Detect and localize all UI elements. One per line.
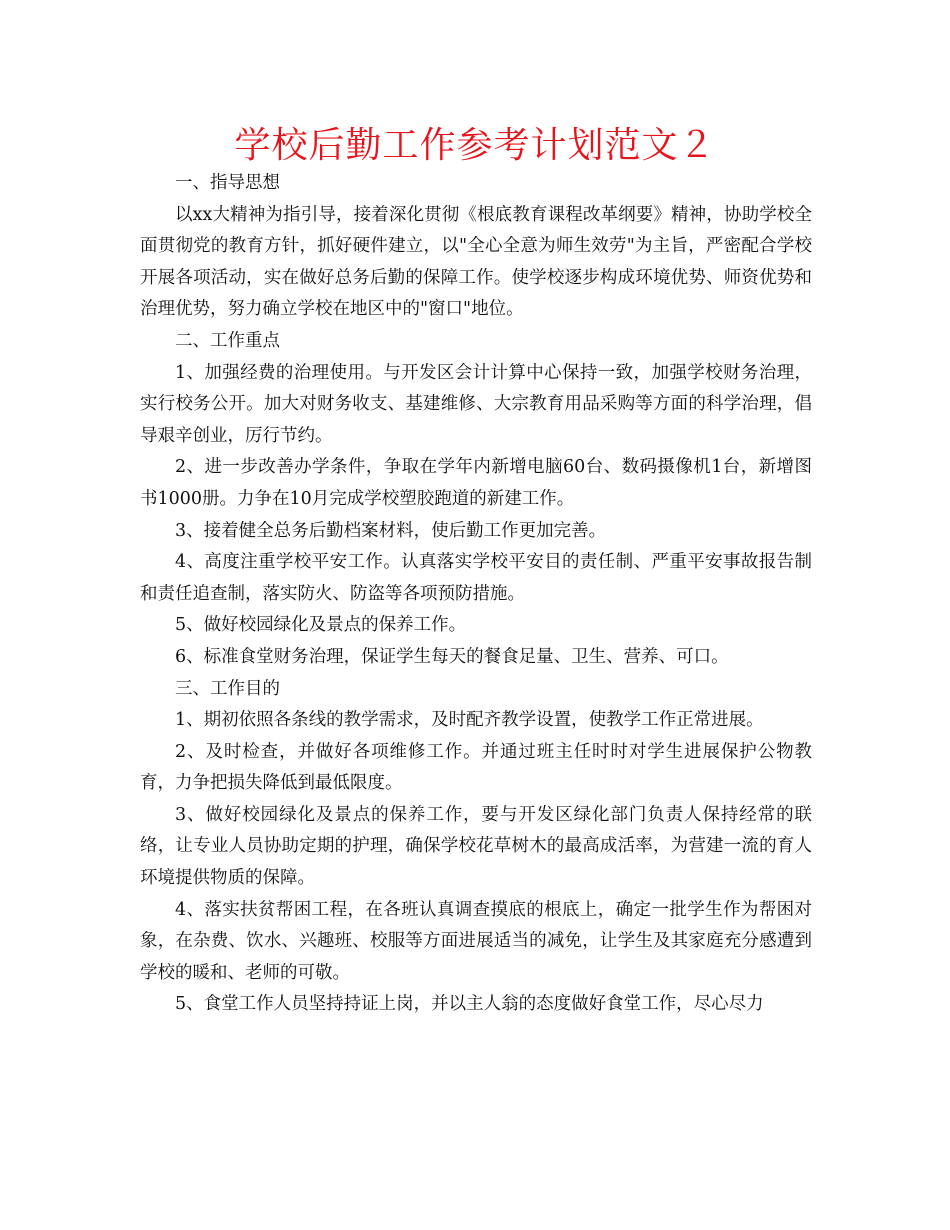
paragraph: 5、做好校园绿化及景点的保养工作。: [175, 615, 467, 636]
paragraph: 2、进一步改善办学条件，争取在学年内新增电脑60台、数码摄像机1台，新增图书1000册。力争在10月完成学校塑胶跑道的新建工作。: [140, 457, 812, 509]
paragraph: 6、标准食堂财务治理，保证学生每天的餐食足量、卫生、营养、可口。: [175, 646, 729, 667]
document-title: 学校后勤工作参考计划范文２: [234, 125, 716, 166]
paragraph: 5、食堂工作人员坚持持证上岗，并以主人翁的态度做好食堂工作，尽心尽力: [175, 994, 764, 1015]
paragraph: 1、期初依照各条线的教学需求，及时配齐教学设置，使教学工作正常进展。: [175, 710, 764, 731]
paragraph: 3、做好校园绿化及景点的保养工作，要与开发区绿化部门负责人保持经常的联络，让专业人员协助定期的护理，确保学校花草树木的最高成活率，为营建一流的育人环境提供物质的保障。: [140, 804, 812, 889]
section-heading: 一、指导思想: [175, 173, 280, 193]
paragraph: 4、落实扶贫帮困工程，在各班认真调查摸底的根底上，确定一批学生作为帮困对象，在杂费、饮水、兴趣班、校服等方面进展适当的减免，让学生及其家庭充分感遭到学校的暖和、老师的可敬。: [140, 899, 812, 983]
paragraph: 以xx大精神为指引导，接着深化贯彻《根底教育课程改革纲要》精神，协助学校全面贯彻党的教育方针，抓好硬件建立，以"全心全意为师生效劳"为主旨，严密配合学校开展各项活动，实在做好总务后勤的保障工作。使学校逐步构成环境优势、师资优势和治理优势，努力确立学校在地区中的"窗口"地位。: [140, 204, 812, 320]
paragraph: 4、高度注重学校平安工作。认真落实学校平安目的责任制、严重平安事故报告制和责任追查制，落实防火、防盗等各项预防措施。: [140, 552, 812, 604]
paragraph: 2、及时检查，并做好各项维修工作。并通过班主任时时对学生进展保护公物教育，力争把损失降低到最低限度。: [140, 741, 812, 794]
paragraph: 1、加强经费的治理使用。与开发区会计计算中心保持一致，加强学校财务治理，实行校务公开。加大对财务收支、基建维修、大宗教育用品采购等方面的科学治理，倡导艰辛创业，厉行节约。: [140, 362, 812, 446]
document-body: [140, 168, 812, 1021]
section-heading: 二、工作重点: [175, 330, 280, 351]
section-heading: 三、工作目的: [175, 678, 280, 699]
paragraph: 3、接着健全总务后勤档案材料，使后勤工作更加完善。: [175, 520, 607, 541]
